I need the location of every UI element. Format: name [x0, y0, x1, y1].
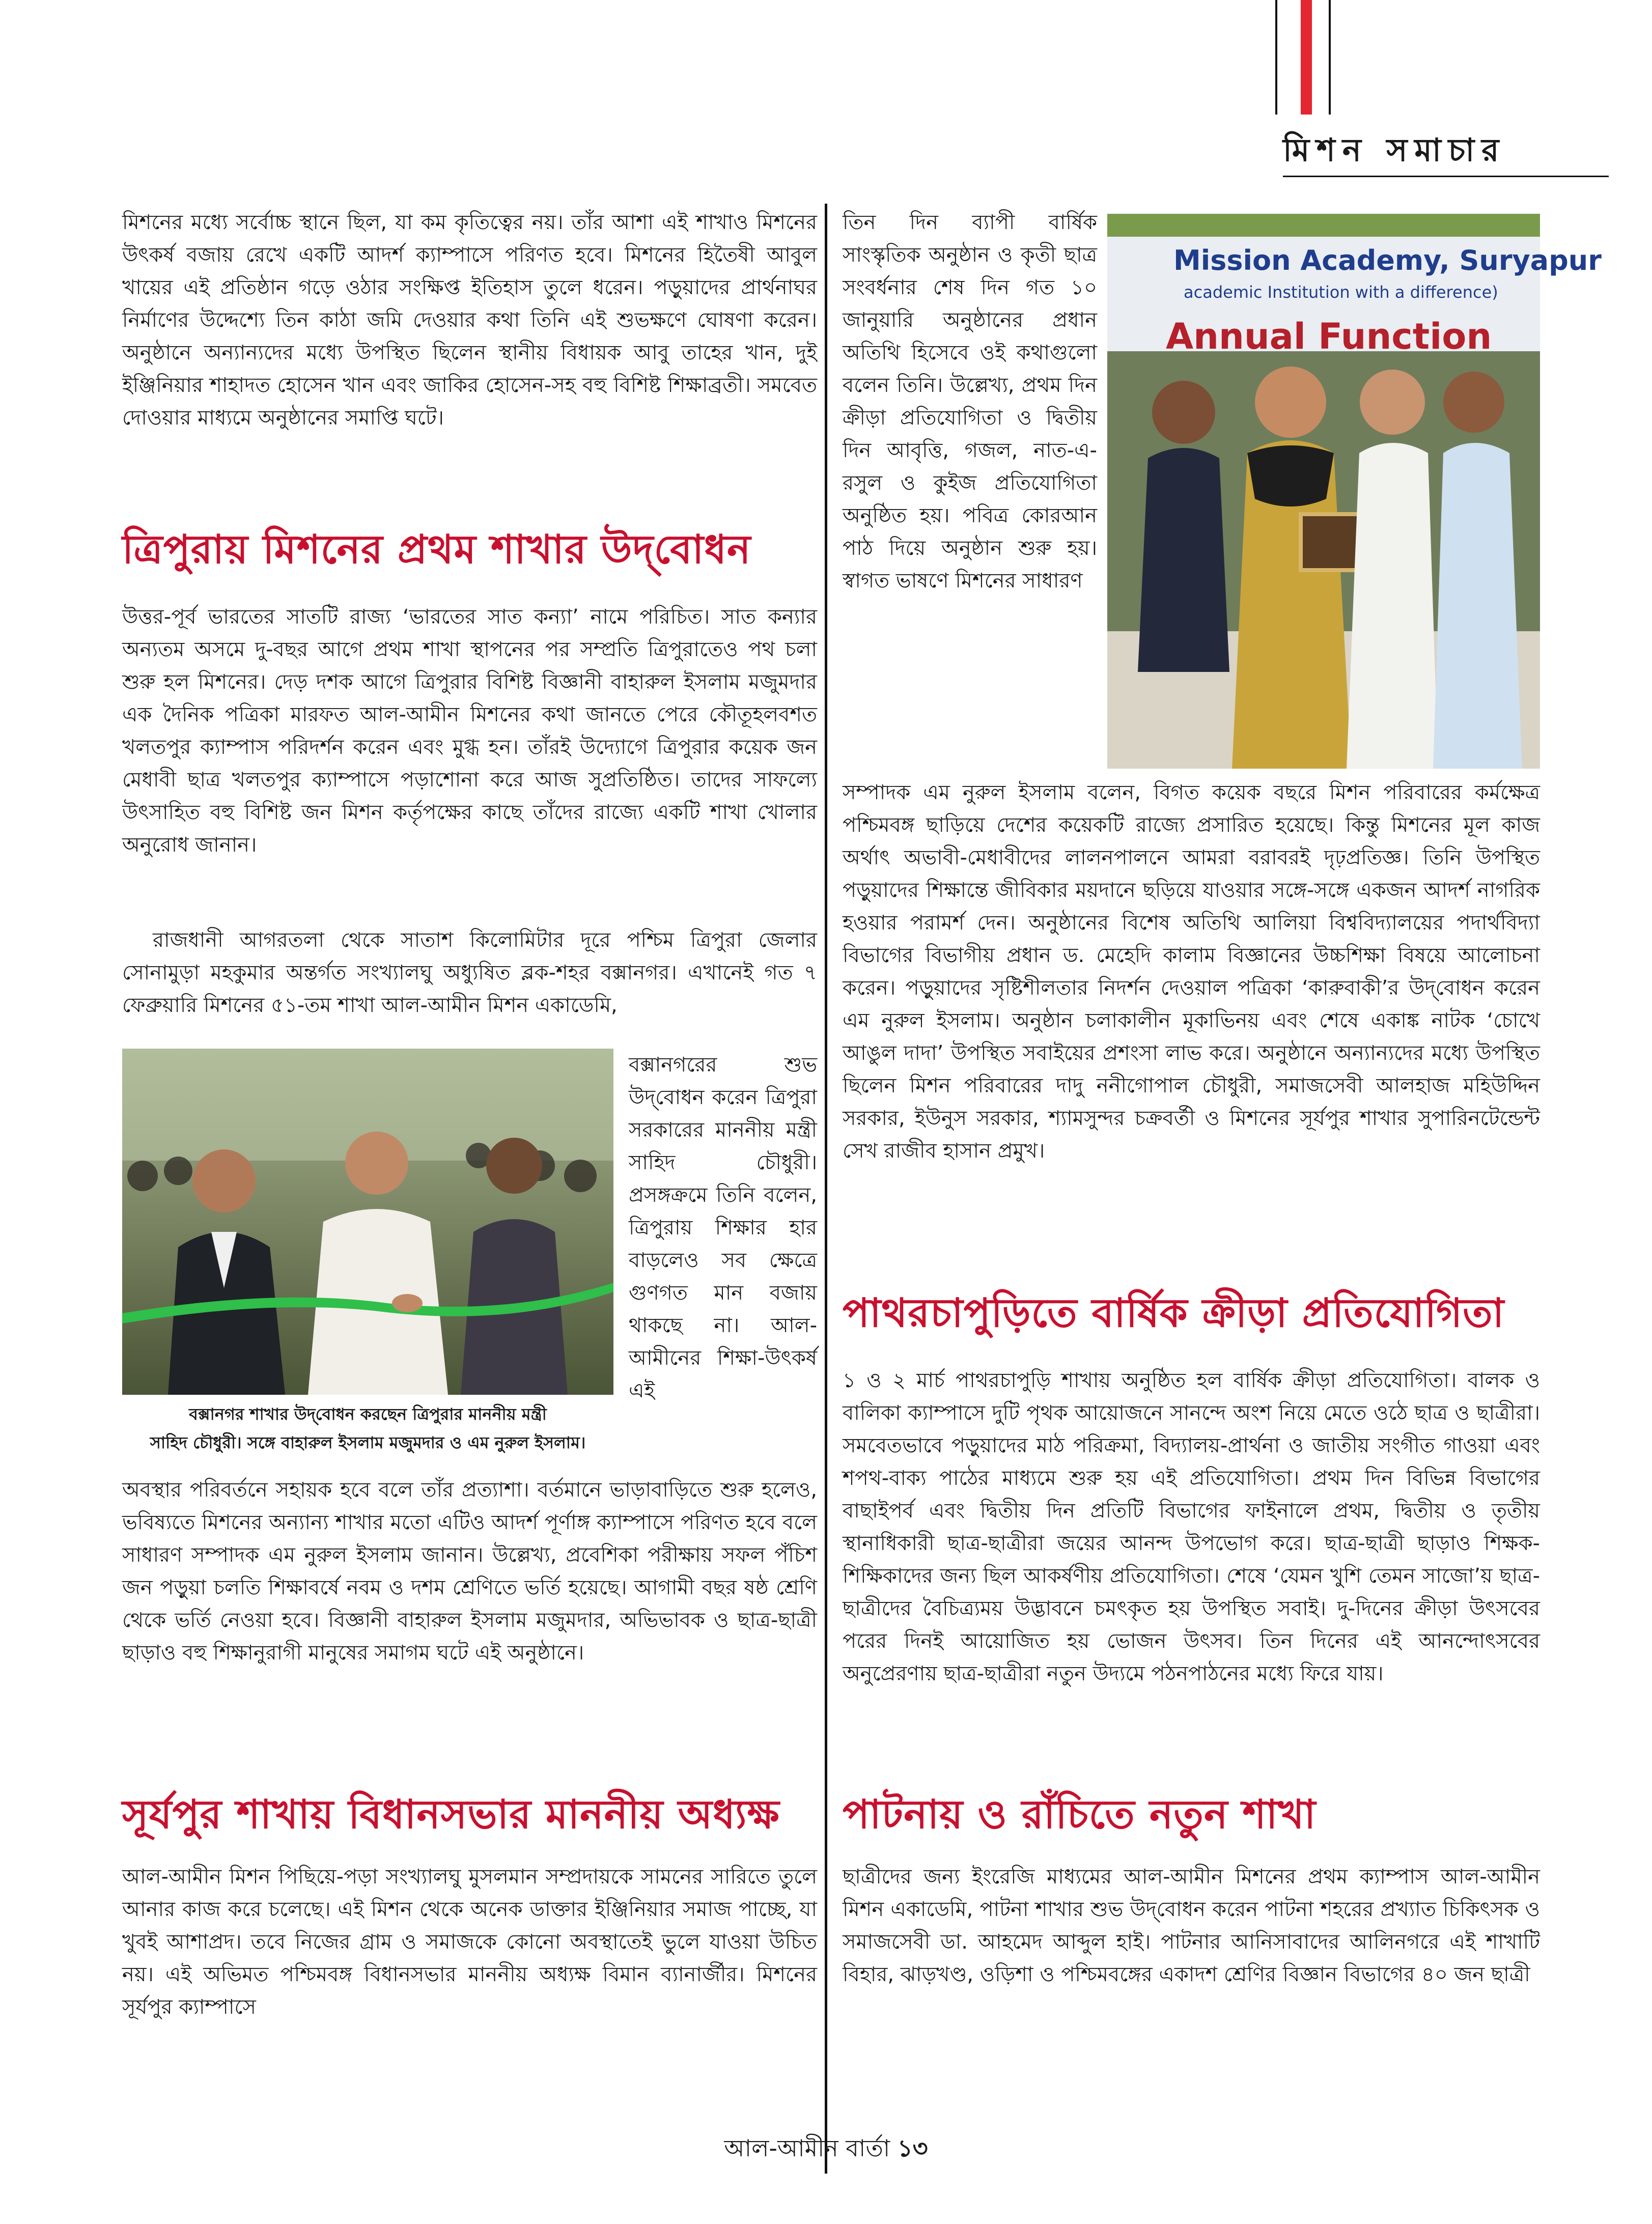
intro-paragraph: মিশনের মধ্যে সর্বোচ্চ স্থানে ছিল, যা কম কৃতিত্বের নয়। তাঁর আশা এই শাখাও মিশনের উৎকর্ষ বজায় রেখে একটি আদর্শ ক্যাম্পাসে পরিণত হবে। মিশনের হিতৈষী আবুল খায়ের এই প্রতিষ্ঠান গড়ে ওঠার সংক্ষিপ্ত ইতিহাস তুলে ধরেন। পড়ুয়াদের প্রার্থনাঘর নির্মাণের উদ্দেশ্যে তিন কাঠা জমি দেওয়ার কথা তিনি এই শুভক্ষণে ঘোষণা করেন। অনুষ্ঠানে অন্যান্যদের মধ্যে উপস্থিত ছিলেন স্থানীয় বিধায়ক আবু তাহের খান, দুই ইঞ্জিনিয়ার শাহাদত হোসেন খান এবং জাকির হোসেন-সহ বহু বিশিষ্ট শিক্ষাব্রতী। সমবেত দোওয়ার মাধ্যমে অনুষ্ঠানের সমাপ্তি ঘটে। — [122, 211, 817, 430]
suryapur-paragraph: আল-আমীন মিশন পিছিয়ে-পড়া সংখ্যালঘু মুসলমান সম্প্রদায়কে সামনের সারিতে তুলে আনার কাজ করে চলেছে। এই মিশন থেকে অনেক ডাক্তার ইঞ্জিনিয়ার সমাজ পাচ্ছে, যা খুবই আশাপ্রদ। তবে নিজের গ্রাম ও সমাজকে কোনো অবস্থাতেই ভুলে যাওয়া উচিত নয়। এই অভিমত পশ্চিমবঙ্গ বিধানসভার মাননীয় অধ্যক্ষ বিমান ব্যানার্জীর। মিশনের সূর্যপুর ক্যাম্পাসে — [122, 1865, 817, 2019]
suryapur-side-paragraph: তিন দিন ব্যাপী বার্ষিক সাংস্কৃতিক অনুষ্ঠান ও কৃতী ছাত্র সংবর্ধনার শেষ দিন গত ১০ জানুয়ারি অনুষ্ঠানের প্রধান অতিথি হিসেবে ওই কথাগুলো বলেন তিনি। উল্লেখ্য, প্রথম দিন ক্রীড়া প্রতিযোগিতা ও দ্বিতীয় দিন আবৃত্তি, গজল, নাত-এ-রসুল ও কুইজ প্রতিযোগিতা অনুষ্ঠিত হয়। পবিত্র কোরআন পাঠ দিয়ে অনুষ্ঠান শুরু হয়। স্বাগত ভাষণে মিশনের সাধারণ — [843, 211, 1097, 593]
tripura-heading: ত্রিপুরায় মিশনের প্রথম শাখার উদ্‌বোধন — [122, 527, 751, 573]
patna-heading: পাটনায় ও রাঁচিতে নতুন শাখা — [843, 1792, 1317, 1838]
header-accent-bar — [1301, 0, 1312, 115]
tripura-photo-caption-line-2: সাহিদ চৌধুরী। সঙ্গে বাহারুল ইসলাম মজুমদার ও এম নুরুল ইসলাম। — [150, 1433, 586, 1452]
tripura-side-paragraph: বক্সানগরের শুভ উদ্‌বোধন করেন ত্রিপুরা সরকারের মাননীয় মন্ত্রী সাহিদ চৌধুরী। প্রসঙ্গক্রমে তিনি বলেন, ত্রিপুরায় শিক্ষার হার বাড়লেও সব ক্ষেত্রে গুণগত মান বজায় থাকছে না। আল-আমীনের শিক্ষা-উৎকর্ষ এই — [629, 1053, 817, 1402]
page-footer — [0, 2133, 1652, 2163]
header-rule-left — [1275, 0, 1277, 115]
banner-line-3: Annual Function — [1166, 316, 1492, 357]
header-rule-right — [1329, 0, 1331, 115]
suryapur-paragraph-continued: সম্পাদক এম নুরুল ইসলাম বলেন, বিগত কয়েক বছরে মিশন পরিবারের কর্মক্ষেত্র পশ্চিমবঙ্গ ছাড়িয়ে দেশের কয়েকটি রাজ্যে প্রসারিত হয়েছে। কিন্তু মিশনের মূল কাজ অর্থাৎ অভাবী-মেধাবীদের লালনপালনে আমরা বরাবরই দৃঢ়প্রতিজ্ঞ। তিনি উপস্থিত পড়ুয়াদের শিক্ষান্তে জীবিকার ময়দানে ছড়িয়ে যাওয়ার সঙ্গে-সঙ্গে একজন আদর্শ নাগরিক হওয়ার পরামর্শ দেন। অনুষ্ঠানের বিশেষ অতিথি আলিয়া বিশ্ববিদ্যালয়ের পদার্থবিদ্যা বিভাগের বিভাগীয় প্রধান ড. মেহেদি কালাম বিজ্ঞানের উচ্চশিক্ষা বিষয়ে আলোচনা করেন। পড়ুয়াদের সৃষ্টিশীলতার নিদর্শন দেওয়াল পত্রিকা ‘কারুবাকী’র উদ্‌বোধন করেন এম নুরুল ইসলাম। অনুষ্ঠান চলাকালীন মূকাভিনয় এবং শেষে একাঙ্ক নাটক ‘চোখে আঙুল দাদা’ উপস্থিত সবাইয়ের প্রশংসা লাভ করে। অনুষ্ঠানে অন্যান্যদের মধ্যে উপস্থিত ছিলেন মিশন পরিবারের দাদু ননীগোপাল চৌধুরী, সমাজসেবী আলহাজ মহিউদ্দিন সরকার, ইউনুস সরকার, শ্যামসুন্দর চক্রবর্তী ও মিশনের সূর্যপুর শাখার সুপারিনটেন্ডেন্ট সেখ রাজীব হাসান প্রমুখ। — [843, 781, 1540, 1163]
tripura-paragraph-1: উত্তর-পূর্ব ভারতের সাতটি রাজ্য ‘ভারতের সাত কন্যা’ নামে পরিচিত। সাত কন্যার অন্যতম অসমে দু-বছর আগে প্রথম শাখা স্থাপনের পর সম্প্রতি ত্রিপুরাতেও পথ চলা শুরু হল মিশনের। দেড় দশক আগে ত্রিপুরার বিশিষ্ট বিজ্ঞানী বাহারুল ইসলাম মজুমদার এক দৈনিক পত্রিকা মারফত আল-আমীন মিশনের কথা জানতে পেরে কৌতূহলবশত খলতপুর ক্যাম্পাস পরিদর্শন করেন এবং মুগ্ধ হন। তাঁরই উদ্যোগে ত্রিপুরার কয়েক জন মেধাবী ছাত্র খলতপুর ক্যাম্পাসে পড়াশোনা করে আজ সুপ্রতিষ্ঠিত। তাদের সাফল্যে উৎসাহিত বহু বিশিষ্ট জন মিশন কর্তৃপক্ষের কাছে তাঁদের রাজ্যে একটি শাখা খোলার অনুরোধ জানান। — [122, 605, 817, 857]
tripura-photo-caption-line-1: বক্সানগর শাখার উদ্‌বোধন করছেন ত্রিপুরার মাননীয় মন্ত্রী — [189, 1404, 547, 1424]
section-label: মিশন সমাচার — [1283, 131, 1506, 168]
ribbon-cutting-photo — [122, 1049, 613, 1395]
column-divider — [825, 204, 827, 2174]
page-number: ১৩ — [897, 2134, 928, 2162]
magazine-name: আল-আমীন বার্তা — [724, 2134, 890, 2162]
patharchapuri-heading: পাথরচাপুড়িতে বার্ষিক ক্রীড়া প্রতিযোগিতা — [843, 1290, 1505, 1336]
banner-line-2: academic Institution with a difference) — [1184, 283, 1498, 302]
patharchapuri-paragraph: ১ ও ২ মার্চ পাথরচাপুড়ি শাখায় অনুষ্ঠিত হল বার্ষিক ক্রীড়া প্রতিযোগিতা। বালক ও বালিকা ক্যাম্পাসে দুটি পৃথক আয়োজনে সানন্দে অংশ নিয়ে মেতে ওঠে ছাত্র ও ছাত্রীরা। সমবেতভাবে পড়ুয়াদের মাঠ পরিক্রমা, বিদ্যালয়-প্রার্থনা ও জাতীয় সংগীত গাওয়া এবং শপথ-বাক্য পাঠের মাধ্যমে শুরু হয় এই প্রতিযোগিতা। প্রথম দিন বিভিন্ন বিভাগের বাছাইপর্ব এবং দ্বিতীয় দিন প্রতিটি বিভাগের ফাইনালে প্রথম, দ্বিতীয় ও তৃতীয় স্থানাধিকারী ছাত্র-ছাত্রীরা জয়ের আনন্দ উপভোগ করে। ছাত্র-ছাত্রী ছাড়াও শিক্ষক-শিক্ষিকাদের জন্য ছিল আকর্ষণীয় প্রতিযোগিতা। শেষে ‘যেমন খুশি তেমন সাজো’য় ছাত্র-ছাত্রীদের বৈচিত্র্যময় উদ্ভাবনে চমৎকৃত হয় উপস্থিত সবাই। দু-দিনের ক্রীড়া উৎসবের পরের দিনই আয়োজিত হয় ভোজন উৎসব। তিন দিনের এই আনন্দোৎসবের অনুপ্রেরণায় ছাত্র-ছাত্রীরা নতুন উদ্যমে পঠনপাঠনের মধ্যে ফিরে যায়। — [843, 1369, 1540, 1685]
section-label-underline — [1283, 176, 1609, 177]
tripura-paragraph-3: অবস্থার পরিবর্তনে সহায়ক হবে বলে তাঁর প্রত্যাশা। বর্তমানে ভাড়াবাড়িতে শুরু হলেও, ভবিষ্যতে মিশনের অন্যান্য শাখার মতো এটিও আদর্শ পূর্ণাঙ্গ ক্যাম্পাসে পরিণত হবে বলে সাধারণ সম্পাদক এম নুরুল ইসলাম জানান। উল্লেখ্য, প্রবেশিকা পরীক্ষায় সফল পঁচিশ জন পড়ুয়া চলতি শিক্ষাবর্ষে নবম ও দশম শ্রেণিতে ভর্তি হয়েছে। আগামী বছর ষষ্ঠ শ্রেণি থেকে ভর্তি নেওয়া হবে। বিজ্ঞানী বাহারুল ইসলাম মজুমদার, অভিভাবক ও ছাত্র-ছাত্রী ছাড়াও বহু শিক্ষানুরাগী মানুষের সমাগম ঘটে এই অনুষ্ঠানে। — [122, 1478, 817, 1665]
ribbon-cutting-scene — [122, 1049, 613, 1395]
prize-giving-scene — [1107, 214, 1602, 769]
patna-paragraph: ছাত্রীদের জন্য ইংরেজি মাধ্যমের আল-আমীন মিশনের প্রথম ক্যাম্পাস আল-আমীন মিশন একাডেমি, পাটনা শাখার শুভ উদ্‌বোধন করেন পাটনা শহরের প্রখ্যাত চিকিৎসক ও সমাজসেবী ডা. আহমেদ আব্দুল হাই। পাটনার আনিসাবাদের আলিনগরে এই শাখাটি বিহার, ঝাড়খণ্ড, ওড়িশা ও পশ্চিমবঙ্গের একাদশ শ্রেণির বিজ্ঞান বিভাগের ৪০ জন ছাত্রী — [843, 1865, 1540, 1986]
suryapur-heading: সূর্যপুর শাখায় বিধানসভার মাননীয় অধ্যক্ষ — [122, 1792, 780, 1838]
prize-giving-photo — [1107, 214, 1602, 769]
banner-line-1: Mission Academy, Suryapur — [1173, 244, 1602, 276]
tripura-paragraph-2: রাজধানী আগরতলা থেকে সাতাশ কিলোমিটার দূরে পশ্চিম ত্রিপুরা জেলার সোনামুড়া মহকুমার অন্তর্গত সংখ্যালঘু অধ্যুষিত ব্লক-শহর বক্সানগর। এখানেই গত ৭ ফেব্রুয়ারি মিশনের ৫১-তম শাখা আল-আমীন মিশন একাডেমি, — [122, 928, 817, 1017]
